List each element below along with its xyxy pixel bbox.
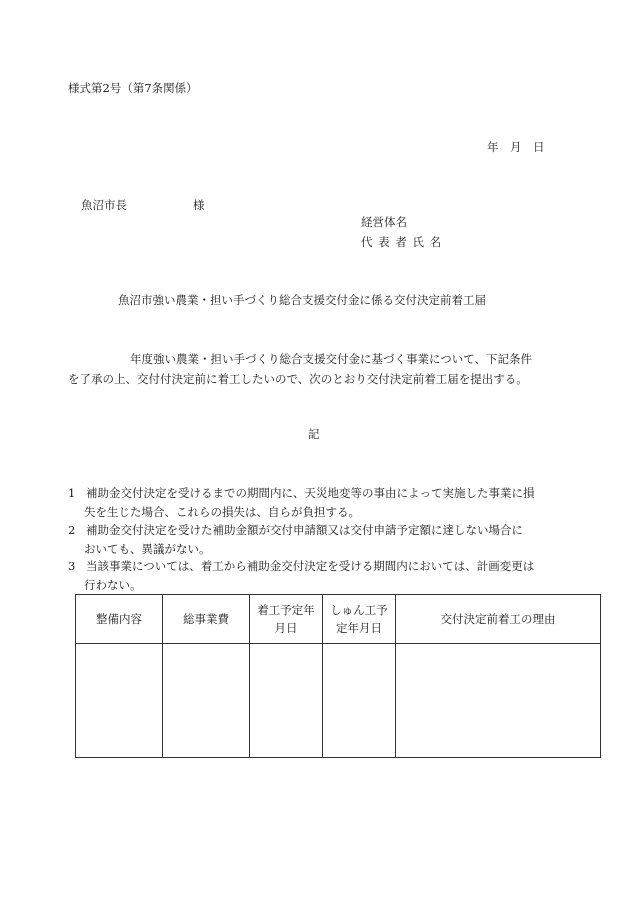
cell-reason[interactable]	[396, 644, 601, 758]
condition-line: 補助金交付決定を受けた補助金額が交付申請額又は交付申請予定額に達しない場合に	[86, 523, 523, 537]
representative-name-label: 代 表 者 氏 名	[361, 235, 443, 249]
header-reason	[396, 595, 601, 644]
header-work-content	[76, 595, 163, 644]
construction-details-table	[75, 594, 601, 758]
condition-line: おいても、異議がない。	[84, 542, 211, 556]
condition-line: 補助金交付決定を受けるまでの期間内に、天災地変等の事由によって実施した事業に損	[86, 486, 535, 500]
intro-line-1: 年度強い農業・担い手づくり総合支援交付金に基づく事業について、下記条件	[130, 352, 533, 366]
form-number: 様式第2号（第7条関係）	[68, 81, 198, 95]
addressee-recipient: 魚沼市長	[81, 198, 127, 212]
cell-total-cost[interactable]	[163, 644, 250, 758]
condition-text	[68, 484, 563, 522]
document-title: 魚沼市強い農業・担い手づくり総合支援交付金に係る交付決定前着工届	[118, 293, 486, 307]
header-text: 月日	[274, 621, 298, 635]
entity-name-label: 経営体名	[361, 215, 407, 229]
condition-number: 1	[68, 486, 76, 500]
intro-paragraph	[68, 349, 568, 389]
condition-number: 3	[68, 559, 76, 573]
header-text: 総事業費	[183, 612, 229, 626]
heading-ki: 記	[308, 427, 320, 441]
header-text: 定年月日	[336, 621, 382, 635]
condition-text	[68, 557, 563, 595]
header-start-date	[250, 595, 323, 644]
intro-line-2: を了承の上、交付付決定前に着工したいので、次のとおり交付決定前着工届を提出する。	[68, 372, 528, 386]
condition-text	[68, 521, 563, 559]
condition-item-1	[68, 484, 563, 522]
header-text: 交付決定前着工の理由	[440, 612, 556, 626]
header-text: 着工予定年	[257, 603, 315, 617]
header-completion-date	[323, 595, 396, 644]
condition-item-3	[68, 557, 563, 595]
condition-item-2	[68, 521, 563, 559]
condition-line: 失を生じた場合、これらの損失は、自らが負担する。	[84, 505, 360, 519]
header-text: 整備内容	[96, 612, 142, 626]
table-header-row	[76, 595, 601, 644]
cell-start-date[interactable]	[250, 644, 323, 758]
date-line: 年 月 日	[487, 140, 545, 154]
condition-line: 当該事業については、着工から補助金交付決定を受ける期間内においては、計画変更は	[86, 559, 535, 573]
addressee-honorific: 様	[193, 198, 205, 212]
cell-work-content[interactable]	[76, 644, 163, 758]
cell-completion-date[interactable]	[323, 644, 396, 758]
table-row	[76, 644, 601, 758]
condition-line: 行わない。	[84, 578, 142, 592]
header-text: しゅん工予	[330, 603, 388, 617]
condition-number: 2	[68, 523, 76, 537]
header-total-cost	[163, 595, 250, 644]
